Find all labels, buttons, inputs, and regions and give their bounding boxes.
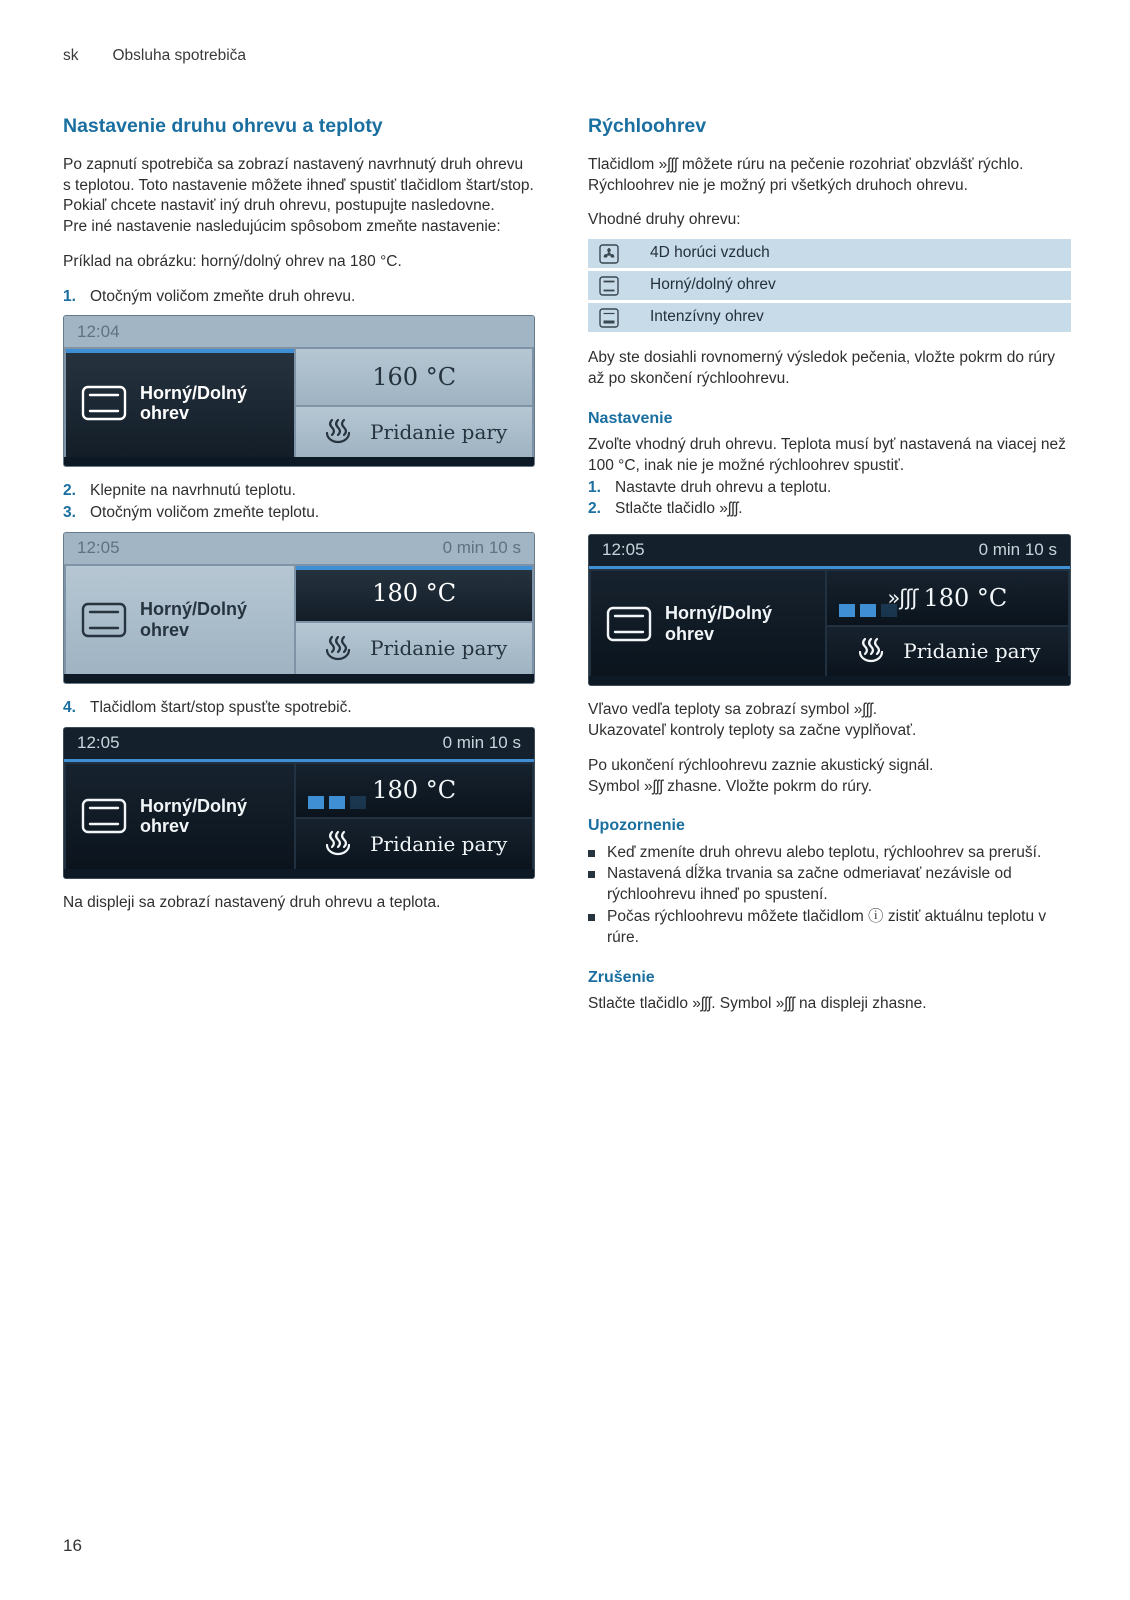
instruction-step: [63, 698, 535, 719]
display-body: [64, 564, 534, 674]
display-clock: 12:05: [602, 540, 645, 560]
step-number: 2.: [63, 482, 76, 500]
notice-item: [588, 907, 1071, 949]
display-bottom-strip: [64, 869, 534, 878]
steam-label: Pridanie pary: [370, 831, 508, 856]
display-clock: 12:05: [77, 732, 120, 752]
page-columns: [63, 103, 1071, 1029]
display-timer: 0 min 10 s: [442, 538, 521, 558]
temperature-progress-segments: [839, 604, 897, 617]
heating-mode-label: Horný/Dolný ohrev: [665, 603, 773, 644]
display-right-panel: [827, 571, 1068, 676]
notice-text: Počas rýchloohrevu môžete tlačidlom ⓘ zistiť aktuálnu teplotu v rúre.: [607, 908, 1047, 946]
step-number: 2.: [588, 500, 601, 518]
subsection-title: Zrušenie: [588, 968, 655, 986]
display-status-bar: [589, 535, 1070, 566]
steam-label: Pridanie pary: [903, 639, 1041, 664]
chapter-title: Obsluha spotrebiča: [112, 47, 247, 64]
paragraph: Ukazovateľ kontroly teploty sa začne vyplňovať.: [588, 721, 917, 739]
temperature-progress-segments: [308, 796, 366, 809]
display-clock: 12:04: [77, 321, 120, 341]
temperature-tile: [296, 349, 532, 404]
progress-segment: [308, 796, 324, 809]
paragraph: Po ukončení rýchloohrevu zaznie akustický signál.: [588, 756, 934, 774]
display-right-panel: [296, 764, 532, 869]
heating-type-label: Intenzívny ohrev: [650, 308, 764, 326]
paragraph: Symbol »ʃʃʃ zhasne. Vložte pokrm do rúry.: [588, 777, 872, 795]
step-number: 1.: [63, 287, 76, 305]
display-bottom-strip: [589, 676, 1070, 685]
bullet-square-icon: [588, 914, 595, 921]
right-column: [588, 103, 1071, 1029]
instruction-step: [588, 478, 1071, 499]
table-row: [588, 239, 1071, 268]
steam-tile: [296, 819, 532, 869]
steam-label: Pridanie pary: [370, 636, 508, 661]
fan-4d-icon: [598, 244, 620, 264]
notice-item: [588, 864, 1071, 906]
left-column: [63, 103, 535, 1029]
table-row: [588, 271, 1071, 300]
table-row: [588, 303, 1071, 332]
instruction-step: [63, 503, 535, 524]
notice-text: Keď zmeníte druh ohrevu alebo teplotu, rýchloohrev sa preruší.: [607, 843, 1042, 861]
paragraph: Na displeji sa zobrazí nastavený druh ohrevu a teplota.: [63, 893, 441, 911]
paragraph: Príklad na obrázku: horný/dolný ohrev na 180 °C.: [63, 252, 402, 270]
instruction-step: [63, 287, 535, 308]
page-number: 16: [63, 1536, 82, 1556]
progress-segment: [839, 604, 855, 617]
display-bottom-strip: [64, 457, 534, 466]
oven-display-2: [63, 532, 535, 684]
intensive-heat-icon: [598, 308, 620, 328]
display-timer: 0 min 10 s: [442, 732, 521, 752]
top-bottom-heat-icon: [81, 602, 127, 638]
heating-mode-label: Horný/Dolný ohrev: [140, 599, 248, 641]
progress-segment-empty: [350, 796, 366, 809]
paragraph: Po zapnutí spotrebiča sa zobrazí nastavený navrhnutý druh ohrevu s teplotou. Toto nastavenie môžete ihneď spustiť tlačidlom štart/stop. Pokiaľ chcete nastaviť iný druh ohrevu, postupujte nasledovne.: [63, 155, 534, 215]
section-title-left: Nastavenie druhu ohrevu a teploty: [63, 114, 383, 137]
step-number: 4.: [63, 699, 76, 717]
bullet-square-icon: [588, 871, 595, 878]
paragraph: Tlačidlom »ʃʃʃ môžete rúru na pečenie rozohriať obzvlášť rýchlo.: [588, 155, 1024, 173]
temperature-tile: [296, 566, 532, 621]
steam-icon: [321, 635, 355, 663]
paragraph: Pre iné nastavenie nasledujúcim spôsobom zmeňte nastavenie:: [63, 218, 501, 236]
section-title-right: Rýchloohrev: [588, 114, 707, 137]
heating-mode-tile: [591, 571, 825, 676]
steam-label: Pridanie pary: [370, 419, 508, 444]
step-number: 3.: [63, 504, 76, 522]
paragraph: Rýchloohrev nie je možný pri všetkých druhoch ohrevu.: [588, 176, 968, 194]
temperature-value: 160 °C: [372, 362, 457, 391]
heating-types-table: [588, 239, 1071, 332]
display-status-bar: [64, 316, 534, 347]
top-bottom-heat-icon: [81, 385, 127, 421]
display-body: [64, 762, 534, 869]
notice-item: [588, 843, 1071, 864]
heating-mode-label: Horný/Dolný ohrev: [140, 795, 248, 837]
steam-tile: [827, 627, 1068, 677]
steam-icon: [321, 830, 355, 858]
heating-mode-tile: [66, 764, 294, 869]
step-text: Klepnite na navrhnutú teplotu.: [90, 482, 296, 500]
oven-display-3: [63, 727, 535, 879]
rapid-heat-icon: »ʃʃʃ: [887, 585, 918, 610]
oven-display-1: [63, 315, 535, 467]
step-text: Stlačte tlačidlo »ʃʃʃ.: [615, 500, 743, 518]
heating-type-label: Horný/dolný ohrev: [650, 276, 776, 294]
temperature-tile: [296, 764, 532, 817]
paragraph: Vľavo vedľa teploty sa zobrazí symbol »ʃʃʃ.: [588, 701, 878, 719]
progress-segment: [860, 604, 876, 617]
page-header: [0, 0, 1130, 67]
progress-segment: [329, 796, 345, 809]
paragraph: Aby ste dosiahli rovnomerný výsledok pečenia, vložte pokrm do rúry až po skončení rýchloohrevu.: [588, 349, 1055, 387]
temperature-value: 180 °C: [372, 776, 457, 805]
bullet-square-icon: [588, 850, 595, 857]
step-text: Otočným voličom zmeňte teplotu.: [90, 504, 320, 522]
display-body: [589, 569, 1070, 676]
step-text: Otočným voličom zmeňte druh ohrevu.: [90, 287, 356, 305]
display-timer: 0 min 10 s: [978, 540, 1057, 560]
heating-mode-tile: [66, 349, 294, 457]
display-right-panel: [296, 349, 532, 457]
selection-accent-bar: [66, 349, 294, 353]
steam-tile: [296, 407, 532, 458]
language-tag: sk: [63, 47, 79, 64]
top-bottom-heat-icon: [598, 276, 620, 296]
instruction-step: [588, 499, 1071, 520]
step-number: 1.: [588, 478, 601, 496]
subsection-title: Nastavenie: [588, 409, 673, 427]
paragraph: Stlačte tlačidlo »ʃʃʃ. Symbol »ʃʃʃ na displeji zhasne.: [588, 994, 927, 1012]
progress-segment-empty: [881, 604, 897, 617]
paragraph: Vhodné druhy ohrevu:: [588, 211, 741, 229]
heating-mode-label: Horný/Dolný ohrev: [140, 382, 248, 424]
display-status-bar: [64, 728, 534, 759]
display-status-bar: [64, 533, 534, 564]
step-text: Tlačidlom štart/stop spusťte spotrebič.: [90, 699, 352, 717]
temperature-value: 180 °C: [923, 583, 1008, 612]
top-bottom-heat-icon: [606, 606, 652, 642]
step-text: Nastavte druh ohrevu a teplotu.: [615, 478, 832, 496]
selection-accent-bar: [296, 566, 532, 570]
steam-tile: [296, 623, 532, 674]
notice-text: Nastavená dĺžka trvania sa začne odmeriavať nezávisle od rýchloohrevu ihneď po spustení.: [607, 865, 1012, 904]
temperature-tile: [827, 571, 1068, 624]
top-bottom-heat-icon: [81, 798, 127, 834]
steam-icon: [321, 418, 355, 446]
paragraph: Zvoľte vhodný druh ohrevu. Teplota musí byť nastavená na viacej než 100 °C, inak nie je možné rýchloohrev spustiť.: [588, 436, 1066, 474]
oven-display-4: [588, 534, 1071, 686]
steam-icon: [854, 637, 888, 665]
temperature-value: 180 °C: [372, 579, 457, 608]
instruction-step: [63, 481, 535, 502]
heating-type-label: 4D horúci vzduch: [650, 244, 770, 262]
subsection-title: Upozornenie: [588, 817, 685, 835]
display-right-panel: [296, 566, 532, 674]
display-bottom-strip: [64, 674, 534, 683]
heating-mode-tile: [66, 566, 294, 674]
display-clock: 12:05: [77, 538, 120, 558]
display-body: [64, 347, 534, 457]
